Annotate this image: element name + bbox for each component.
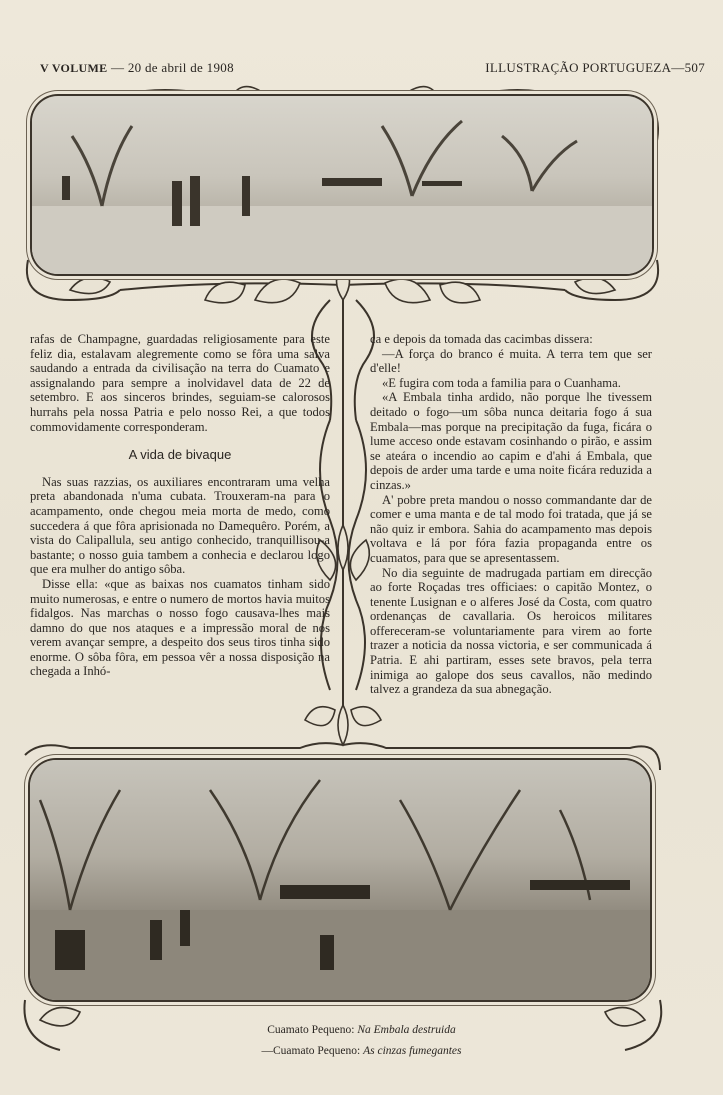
paragraph: A' pobre preta mandou o nosso commandante dar de comer e uma manta e de tal modo foi tratada, que já se não quiz ir embora. Sahia do acampamento mas depois voltava e lá por fóra fazia propaganda entre os cuamatos, para que se apresentassem.	[370, 492, 652, 565]
paragraph: No dia seguinte de madrugada partiam em direcção ao forte Roçadas tres officiaes: o capitão Montez, o tenente Lusignan e o alferes José da Costa, com quatro ordenanças de cavallaria. Os heroicos militares offereceram-se voluntariamente para virem ao forte trazer a noticia da nossa victoria, e ser communicada á Patria. E ahi partiram, esses sete bravos, pela terra inimiga ao galope dos seus cavallos, não medindo talvez a grandeza da sua abnegação.	[370, 565, 652, 697]
article-left-column	[30, 332, 330, 679]
paragraph: ca e depois da tomada das cacimbas dissera:	[370, 332, 593, 346]
caption-title: As cinzas fumegantes	[363, 1045, 462, 1057]
paragraph: «E fugira com toda a familia para o Cuanhama.	[382, 375, 621, 390]
page-number: —507	[671, 60, 705, 75]
article-right-column	[370, 332, 652, 697]
paragraph: rafas de Champagne, guardadas religiosamente para este feliz dia, estalavam alegremente como se fôra uma salva saudando a entrada da civilisação na terra do Cuamato e assignalando para sempre a inolvidavel data de 22 de setembro. E aos sinceros brindes, seguiam-se calorosos hurrahs pela nossa Patria e pelo nosso Rei, a que todos commovidamente corresponderam.	[30, 332, 330, 434]
paragraph: Disse ella: «que as baixas nos cuamatos tinham sido muito numerosas, e entre o numero de mortos havia muitos fidalgos. Nas marchas o nosso fogo causava-lhes mais damno do que nos ataques e a impressão moral de nos verem avançar sempre, a despeito dos seus tiros tinha sido enorme. O sôba fôra, em pessoa vêr a nossa disposição na chegada a Inhó-	[30, 576, 330, 679]
volume-label: V VOLUME	[40, 61, 108, 75]
photo-caption-1	[0, 1024, 723, 1036]
paragraph: —A força do branco é muita. A terra tem que ser d'elle!	[370, 346, 652, 376]
paragraph: «A Embala tinha ardido, não porque lhe tivessem deitado o fogo—um sôba nunca deitaria fogo á sua Embala—mas porque na precipitação da fuga, ficára o lume acceso onde estavam cosinhando o pirão, e assim se ateára o incendio ao capim e d'ahi á Embala, que depois de arder uma tarde e uma noite ficára reduzida a cinzas.»	[370, 390, 652, 492]
photo-caption-2	[0, 1045, 723, 1057]
caption-place: —Cuamato Pequeno:	[261, 1045, 361, 1057]
caption-title: Na Embala destruida	[357, 1024, 456, 1036]
caption-place: Cuamato Pequeno:	[267, 1024, 355, 1036]
section-subheading: A vida de bivaque	[128, 447, 232, 463]
publication-title: ILLUSTRAÇÃO PORTUGUEZA	[485, 60, 672, 75]
photo-burning-embala	[30, 760, 650, 1000]
issue-date: — 20 de abril de 1908	[110, 60, 234, 75]
photo-troops-advancing	[32, 96, 652, 274]
paragraph: Nas suas razzias, os auxiliares encontraram uma velha preta abandonada n'uma cubata. Trouxeram-na para o acampamento, onde chegou meia morta de medo, como succedera á que fôra aprisionada no Damequêro. Porém, a vista do Calipallula, seu antigo conhecido, tranquillisou-a bastante; o nosso guia tambem a conhecia e declarou logo que era mulher do antigo sôba.	[30, 474, 330, 577]
